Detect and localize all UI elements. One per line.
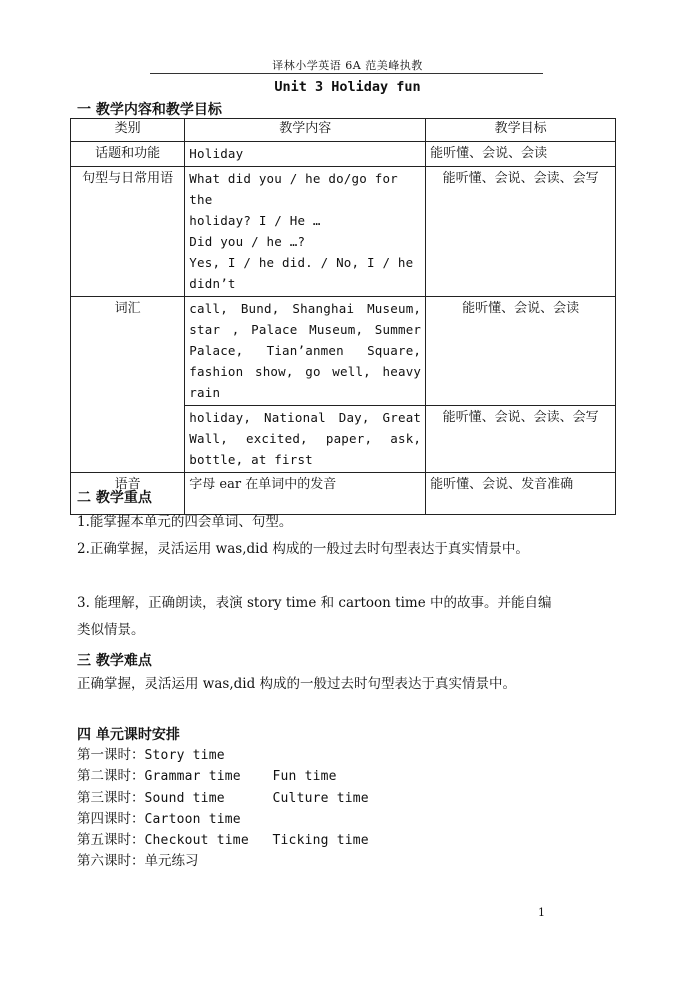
list-item (77, 788, 369, 809)
table-row (71, 297, 616, 406)
table-header-row (71, 119, 616, 142)
lesson-part-a: Grammar time (144, 769, 241, 785)
row-content: holiday, National Day, Great Wall, excited, paper, ask, bottle, at first (185, 406, 426, 473)
row-category: 语音 (71, 473, 185, 515)
row-category: 话题和功能 (71, 142, 185, 167)
lesson-label: 第二课时： (77, 768, 145, 785)
lesson-label: 第五课时： (77, 832, 145, 849)
table-row (71, 167, 616, 297)
content-line: Yes, I / he did. / No, I / he (189, 255, 414, 270)
lesson-label: 第六课时： (77, 853, 145, 870)
section-2-heading: 二 教学重点 (77, 490, 152, 506)
content-table (70, 118, 616, 515)
list-item (77, 851, 369, 872)
lesson-part-a: 单元练习 (144, 853, 199, 870)
page-title: Unit 3 Holiday fun (274, 79, 421, 95)
list-item (77, 766, 369, 787)
lesson-part-b: Fun time (272, 769, 337, 785)
lesson-part-a: Cartoon time (144, 811, 241, 827)
row-goal: 能听懂、会说、会读、会写 (426, 406, 616, 473)
difficulty-text: 正确掌握，灵活运用 was,did 构成的一般过去时句型表达于真实情景中。 (77, 676, 517, 692)
list-item (77, 745, 369, 766)
content-line: holiday? I / He … (189, 213, 321, 228)
row-goal: 能听懂、会说、发音准确 (426, 473, 616, 515)
lesson-part-b: Ticking time (272, 833, 369, 849)
lesson-label: 第三课时： (77, 789, 145, 806)
lesson-schedule (77, 745, 369, 873)
page-number: 1 (538, 906, 545, 919)
row-content: Holiday (185, 142, 426, 167)
header-rule (150, 73, 543, 74)
content-line: Did you / he …? (189, 234, 306, 249)
row-goal: 能听懂、会说、会读、会写 (426, 167, 616, 297)
key-point-3: 3. 能理解，正确朗读，表演 story time 和 cartoon time 中的故事。并能自编类似情景。 (77, 595, 552, 638)
section-4-heading: 四 单元课时安排 (77, 727, 180, 743)
row-goal: 能听懂、会说、会读 (426, 297, 616, 406)
row-content (185, 167, 426, 297)
row-category: 句型与日常用语 (71, 167, 185, 297)
lesson-part-a: Checkout time (144, 833, 249, 849)
section-3-heading: 三 教学难点 (77, 653, 152, 669)
row-category: 词汇 (71, 297, 185, 473)
list-item (77, 830, 369, 851)
lesson-label: 第四课时： (77, 810, 145, 827)
row-goal: 能听懂、会说、会读 (426, 142, 616, 167)
key-point-2: 2.正确掌握，灵活运用 was,did 构成的一般过去时句型表达于真实情景中。 (77, 541, 529, 557)
running-header: 译林小学英语 6A 范美峰执教 (272, 59, 423, 72)
lesson-part-a: Sound time (144, 790, 225, 806)
section-1-heading: 一 教学内容和教学目标 (77, 102, 222, 118)
row-content: call, Bund, Shanghai Museum, star , Palace Museum, Summer Palace, Tian’anmen Square, fashion show, go well, heavy rain (185, 297, 426, 406)
header-category: 类别 (71, 119, 185, 142)
header-content: 教学内容 (185, 119, 426, 142)
table-row (71, 142, 616, 167)
lesson-label: 第一课时： (77, 747, 145, 763)
row-content: 字母 ear 在单词中的发音 (185, 473, 426, 515)
content-line: didn’t (189, 276, 236, 291)
content-line: What did you / he do/go for the (189, 171, 398, 207)
lesson-part-a: Story time (144, 748, 225, 763)
lesson-part-b: Culture time (272, 790, 369, 806)
header-goal: 教学目标 (426, 119, 616, 142)
list-item (77, 809, 369, 830)
key-point-1: 1.能掌握本单元的四会单词、句型。 (77, 514, 293, 530)
